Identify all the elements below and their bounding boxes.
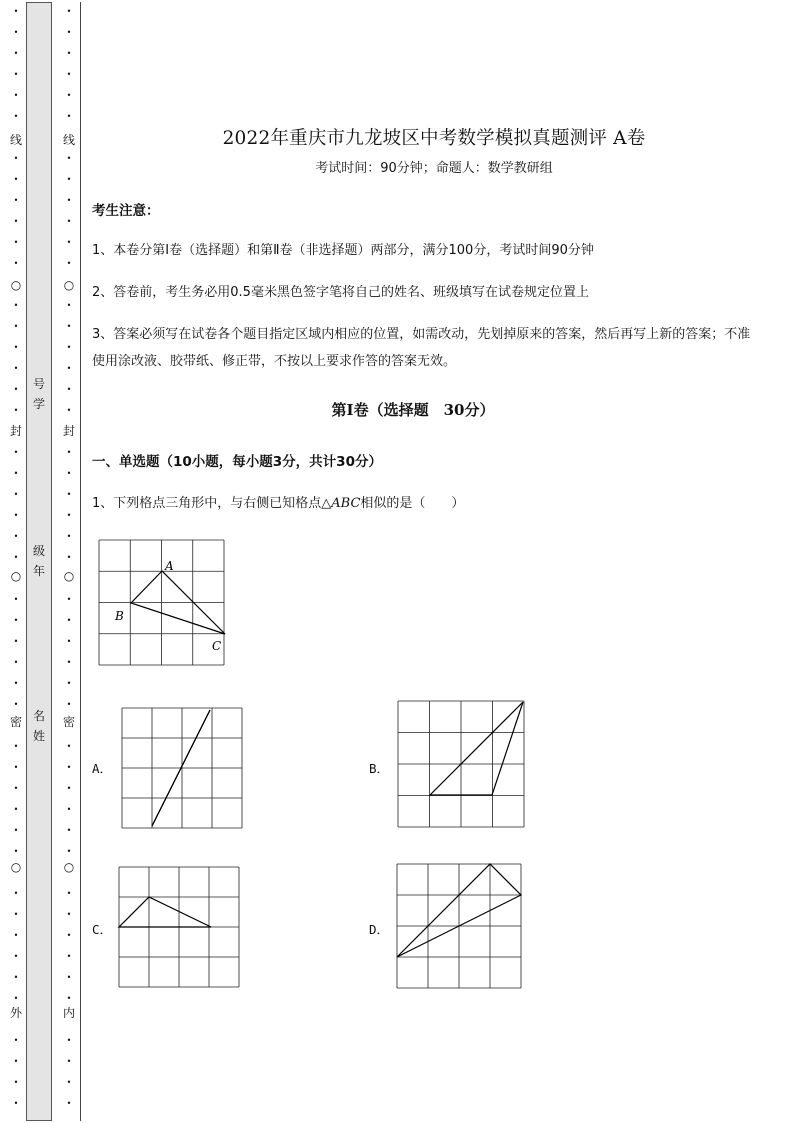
margin-dot: • xyxy=(13,616,19,625)
margin-dot: • xyxy=(13,322,19,331)
margin-dot: • xyxy=(13,385,19,394)
section-title: 第I卷（选择题 30分） xyxy=(331,401,495,419)
exam-title: 2022年重庆市九龙坡区中考数学模拟真题测评 A卷 xyxy=(222,128,646,149)
margin-dot: • xyxy=(13,28,19,37)
margin-dot: • xyxy=(13,658,19,667)
exam-subtitle: 考试时间：90分钟；命题人：数学教研组 xyxy=(315,161,553,176)
margin-dot: • xyxy=(13,70,19,79)
option-c-triangle xyxy=(119,897,211,927)
margin-dot: • xyxy=(13,910,19,919)
name-label: 名 姓 xyxy=(32,709,45,743)
student-id-label: 号 学 xyxy=(32,377,45,411)
margin-dot: • xyxy=(13,469,19,478)
margin-dot: • xyxy=(66,553,72,562)
margin-dot: • xyxy=(13,595,19,604)
margin-dot: • xyxy=(66,595,72,604)
margin-dot: • xyxy=(13,553,19,562)
margin-dot: • xyxy=(66,1057,72,1066)
margin-dot: • xyxy=(66,889,72,898)
margin-dot: • xyxy=(13,952,19,961)
margin-circle: ○ xyxy=(10,569,22,583)
margin-dot: • xyxy=(66,1078,72,1087)
question-1-text: 1、下列格点三角形中，与右侧已知格点 xyxy=(92,496,322,511)
margin-dot: • xyxy=(66,994,72,1003)
margin-dot: • xyxy=(66,175,72,184)
notice-heading: 考生注意： xyxy=(92,203,160,219)
option-b-label[interactable]: B． xyxy=(369,761,390,776)
margin-dot: • xyxy=(13,217,19,226)
margin-mark: 内 xyxy=(62,1006,75,1020)
vertex-b-label: B xyxy=(115,609,124,623)
margin-dot: • xyxy=(66,91,72,100)
margin-dot: • xyxy=(66,532,72,541)
margin-dot: • xyxy=(13,847,19,856)
margin-dot: • xyxy=(13,196,19,205)
margin-dot: • xyxy=(66,343,72,352)
margin-circle: ○ xyxy=(10,860,22,874)
margin-dot: • xyxy=(13,364,19,373)
notice-item-1: 1、本卷分第I卷（选择题）和第Ⅱ卷（非选择题）两部分，满分100分，考试时间90分钟 xyxy=(92,243,594,258)
option-a-figure[interactable] xyxy=(122,708,242,828)
margin-dot: • xyxy=(66,826,72,835)
margin-dot: • xyxy=(13,112,19,121)
margin-dot: • xyxy=(13,637,19,646)
margin-dot: • xyxy=(66,28,72,37)
margin-dot: • xyxy=(13,406,19,415)
figure-triangle-abc xyxy=(99,540,229,670)
question-1-text-end: 相似的是（ ） xyxy=(360,496,465,511)
margin-dot: • xyxy=(13,742,19,751)
question-1-triangle: △ABC xyxy=(321,496,361,511)
option-c-label[interactable]: C． xyxy=(92,922,113,937)
margin-dot: • xyxy=(13,805,19,814)
margin-dot: • xyxy=(13,301,19,310)
question-1 xyxy=(92,492,464,511)
margin-dot: • xyxy=(66,616,72,625)
margin-mark: 密 xyxy=(9,715,22,729)
margin-dot: • xyxy=(13,448,19,457)
margin-dot: • xyxy=(13,532,19,541)
option-c-figure[interactable] xyxy=(119,867,239,987)
margin-dot: • xyxy=(66,322,72,331)
margin-dot: • xyxy=(66,742,72,751)
margin-dot: • xyxy=(13,91,19,100)
margin-dot: • xyxy=(66,7,72,16)
margin-dot: • xyxy=(13,1057,19,1066)
margin-dot: • xyxy=(66,217,72,226)
margin-mark: 密 xyxy=(62,715,75,729)
margin-dot: • xyxy=(66,952,72,961)
margin-dot: • xyxy=(66,364,72,373)
margin-mark: 线 xyxy=(62,133,75,147)
margin-mark: 线 xyxy=(9,133,22,147)
option-a-label[interactable]: A． xyxy=(92,761,113,776)
margin-mark: 封 xyxy=(9,424,22,438)
margin-dot: • xyxy=(13,763,19,772)
margin-dot: • xyxy=(13,1099,19,1108)
margin-dot: • xyxy=(66,658,72,667)
margin-dot: • xyxy=(66,931,72,940)
option-d-figure[interactable] xyxy=(397,864,521,988)
margin-dot: • xyxy=(66,637,72,646)
margin-dot: • xyxy=(66,112,72,121)
margin-dot: • xyxy=(66,679,72,688)
margin-dot: • xyxy=(13,511,19,520)
margin-dot: • xyxy=(66,511,72,520)
margin-dot: • xyxy=(66,763,72,772)
grade-label: 级 年 xyxy=(32,544,45,578)
margin-dot: • xyxy=(66,1099,72,1108)
vertex-c-label: C xyxy=(212,639,222,653)
margin-dot: • xyxy=(66,490,72,499)
margin-dot: • xyxy=(13,994,19,1003)
margin-dot: • xyxy=(66,847,72,856)
margin-mark: 外 xyxy=(9,1006,22,1020)
option-b-figure[interactable] xyxy=(398,701,524,827)
margin-dot: • xyxy=(13,259,19,268)
margin-dot: • xyxy=(66,154,72,163)
notice-item-2: 2、答卷前，考生务必用0.5毫米黑色签字笔将自己的姓名、班级填写在试卷规定位置上 xyxy=(92,285,589,300)
margin-dot: • xyxy=(13,238,19,247)
margin-dot: • xyxy=(13,826,19,835)
margin-dot: • xyxy=(66,259,72,268)
margin-dot: • xyxy=(66,1036,72,1045)
margin-dot: • xyxy=(13,49,19,58)
option-b-triangle xyxy=(430,702,523,795)
margin-circle: ○ xyxy=(10,278,22,292)
margin-circle: ○ xyxy=(63,278,75,292)
margin-dot: • xyxy=(66,448,72,457)
margin-dot: • xyxy=(66,784,72,793)
margin-dot: • xyxy=(66,70,72,79)
margin-dot: • xyxy=(13,931,19,940)
vertex-a-label: A xyxy=(165,559,174,573)
margin-dot: • xyxy=(66,385,72,394)
margin-dot: • xyxy=(13,973,19,982)
margin-dot: • xyxy=(13,7,19,16)
margin-dot: • xyxy=(66,805,72,814)
option-d-label[interactable]: D． xyxy=(369,922,390,937)
margin-dot: • xyxy=(66,973,72,982)
margin-dot: • xyxy=(13,784,19,793)
margin-dot: • xyxy=(13,889,19,898)
part-title: 一、单选题（10小题，每小题3分，共计30分） xyxy=(92,454,382,470)
margin-dot: • xyxy=(13,154,19,163)
margin-dot: • xyxy=(13,679,19,688)
margin-dot: • xyxy=(13,1078,19,1087)
reference-grid xyxy=(99,540,224,665)
margin-dot: • xyxy=(13,490,19,499)
margin-dot: • xyxy=(66,196,72,205)
margin-dot: • xyxy=(66,700,72,709)
margin-dot: • xyxy=(66,301,72,310)
margin-circle: ○ xyxy=(63,860,75,874)
margin-dot: • xyxy=(66,49,72,58)
margin-dot: • xyxy=(13,343,19,352)
margin-dot: • xyxy=(66,469,72,478)
margin-circle: ○ xyxy=(63,569,75,583)
notice-item-3: 3、答案必须写在试卷各个题目指定区域内相应的位置，如需改动，先划掉原来的答案，然后再写上新的答案；不准使用涂改液、胶带纸、修正带，不按以上要求作答的答案无效。 xyxy=(92,327,751,369)
margin-dot: • xyxy=(13,700,19,709)
margin-dot: • xyxy=(66,406,72,415)
margin-dot: • xyxy=(66,238,72,247)
margin-dot: • xyxy=(66,910,72,919)
margin-dot: • xyxy=(13,175,19,184)
margin-mark: 封 xyxy=(62,424,75,438)
margin-dot: • xyxy=(13,1036,19,1045)
